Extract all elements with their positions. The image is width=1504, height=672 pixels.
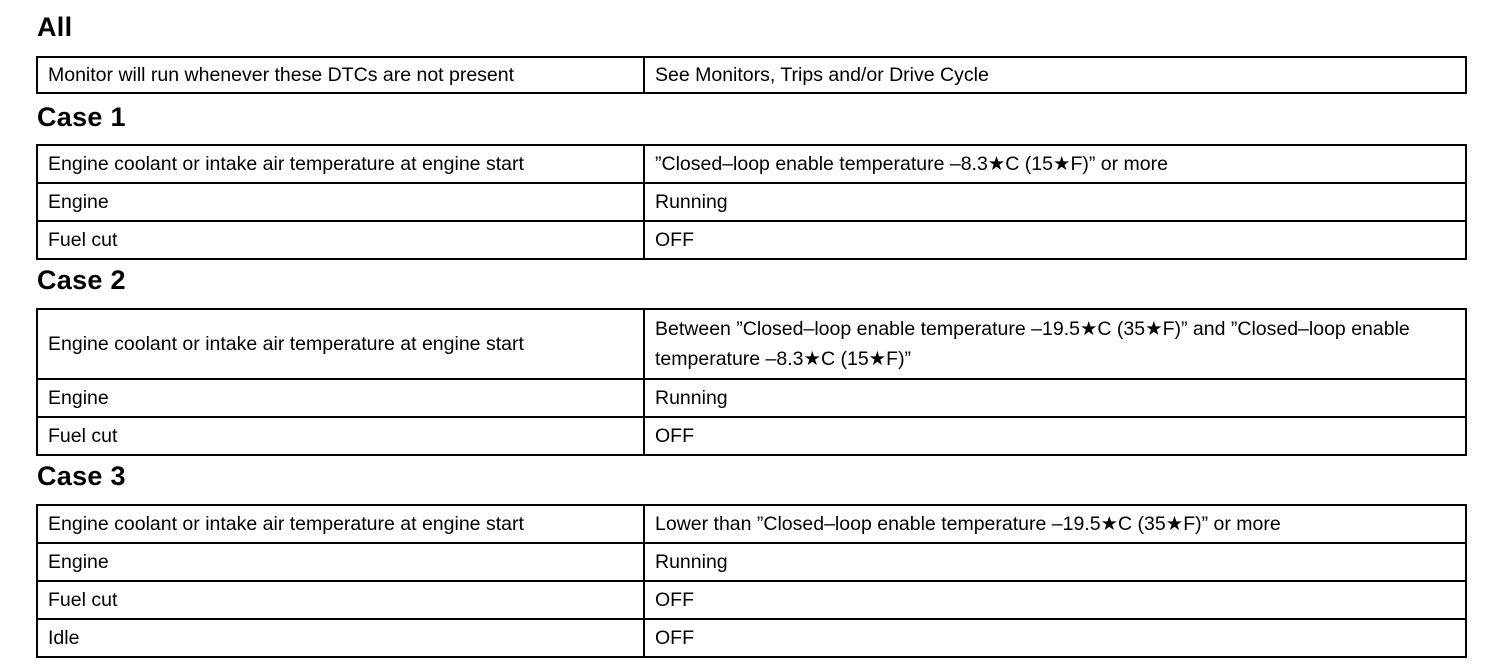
table-row [37, 57, 1466, 93]
conditions-table-case-3 [36, 504, 1467, 658]
condition-label: Fuel cut [37, 417, 644, 455]
condition-value: Running [644, 543, 1466, 581]
condition-value: OFF [644, 417, 1466, 455]
conditions-table-all [36, 56, 1467, 94]
condition-value: See Monitors, Trips and/or Drive Cycle [644, 57, 1466, 93]
condition-value: Lower than ”Closed–loop enable temperature –19.5★C (35★F)” or more [644, 505, 1466, 543]
condition-label: Engine [37, 379, 644, 417]
table-row [37, 505, 1466, 543]
condition-value: Running [644, 379, 1466, 417]
condition-label: Fuel cut [37, 581, 644, 619]
table-row [37, 619, 1466, 657]
conditions-table-case-2 [36, 308, 1467, 456]
condition-label: Engine coolant or intake air temperature at engine start [37, 505, 644, 543]
table-row [37, 221, 1466, 259]
section-heading-case-2: Case 2 [37, 265, 126, 295]
condition-value: OFF [644, 221, 1466, 259]
conditions-table-case-1 [36, 144, 1467, 260]
condition-label: Engine [37, 183, 644, 221]
condition-label: Idle [37, 619, 644, 657]
table-row [37, 543, 1466, 581]
condition-value: ”Closed–loop enable temperature –8.3★C (15★F)” or more [644, 145, 1466, 183]
condition-label: Engine [37, 543, 644, 581]
condition-value: OFF [644, 619, 1466, 657]
table-row [37, 581, 1466, 619]
condition-value: Between ”Closed–loop enable temperature –19.5★C (35★F)” and ”Closed–loop enable temperature –8.3★C (15★F)” [644, 309, 1466, 379]
table-row [37, 145, 1466, 183]
table-row [37, 417, 1466, 455]
table-row [37, 379, 1466, 417]
condition-label: Monitor will run whenever these DTCs are not present [37, 57, 644, 93]
condition-label: Engine coolant or intake air temperature at engine start [37, 145, 644, 183]
condition-label: Engine coolant or intake air temperature at engine start [37, 309, 644, 379]
section-heading-all: All [37, 12, 73, 42]
section-heading-case-3: Case 3 [37, 461, 126, 491]
table-row [37, 183, 1466, 221]
condition-value: OFF [644, 581, 1466, 619]
section-heading-case-1: Case 1 [37, 102, 126, 132]
condition-value: Running [644, 183, 1466, 221]
table-row [37, 309, 1466, 379]
condition-label: Fuel cut [37, 221, 644, 259]
